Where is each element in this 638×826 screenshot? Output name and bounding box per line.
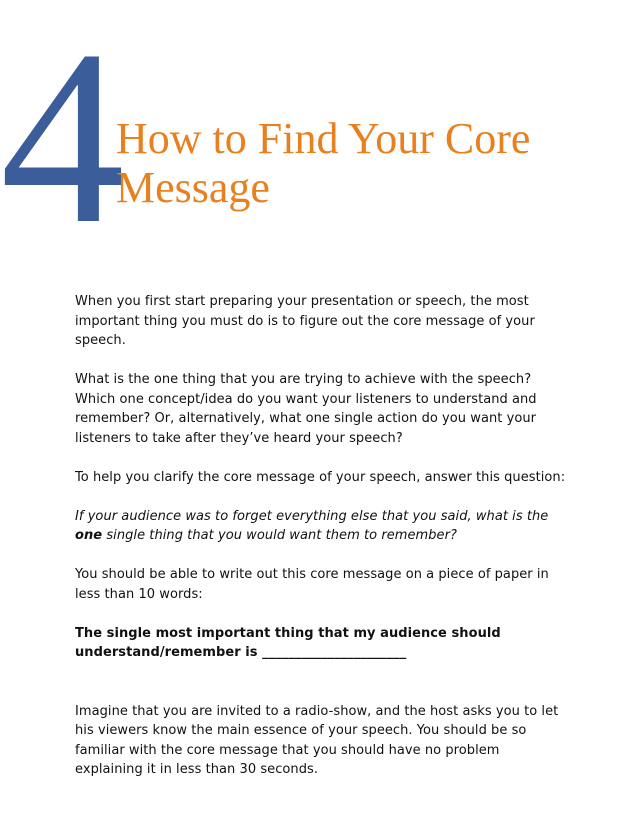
paragraph-instruction: You should be able to write out this core message on a piece of paper in less than 10 words: bbox=[75, 567, 549, 602]
paragraph-key-question bbox=[75, 507, 570, 546]
key-question-end: single thing that you would want them to remember? bbox=[102, 528, 457, 543]
chapter-title-line-2: Message bbox=[116, 163, 270, 212]
key-question-start: If your audience was to forget everything else that you said, what is the bbox=[75, 508, 549, 524]
chapter-title bbox=[116, 114, 616, 212]
paragraph-fill-in-statement: The single most important thing that my audience should understand/remember is ______________________ bbox=[75, 625, 501, 660]
paragraph-intro: When you first start preparing your presentation or speech, the most important thing you must do is to figure out the core message of your speech. bbox=[75, 294, 535, 348]
key-question-emphasis: one bbox=[75, 528, 103, 543]
chapter-number: 4 bbox=[0, 0, 121, 276]
paragraph-questions: What is the one thing that you are trying to achieve with the speech? Which one concept/idea do you want your listeners to understand and remember? Or, alternatively, what one single action do you want your listeners to take after they’ve heard your speech? bbox=[75, 372, 537, 446]
chapter-title-line-1: How to Find Your Core bbox=[116, 114, 531, 163]
body-text bbox=[75, 292, 570, 799]
paragraph-radio-show: Imagine that you are invited to a radio-show, and the host asks you to let his viewers know the main essence of your speech. You should be so familiar with the core message that you should have no problem explaining it in less than 30 seconds. bbox=[75, 703, 559, 777]
paragraph-prompt: To help you clarify the core message of your speech, answer this question: bbox=[75, 469, 566, 485]
